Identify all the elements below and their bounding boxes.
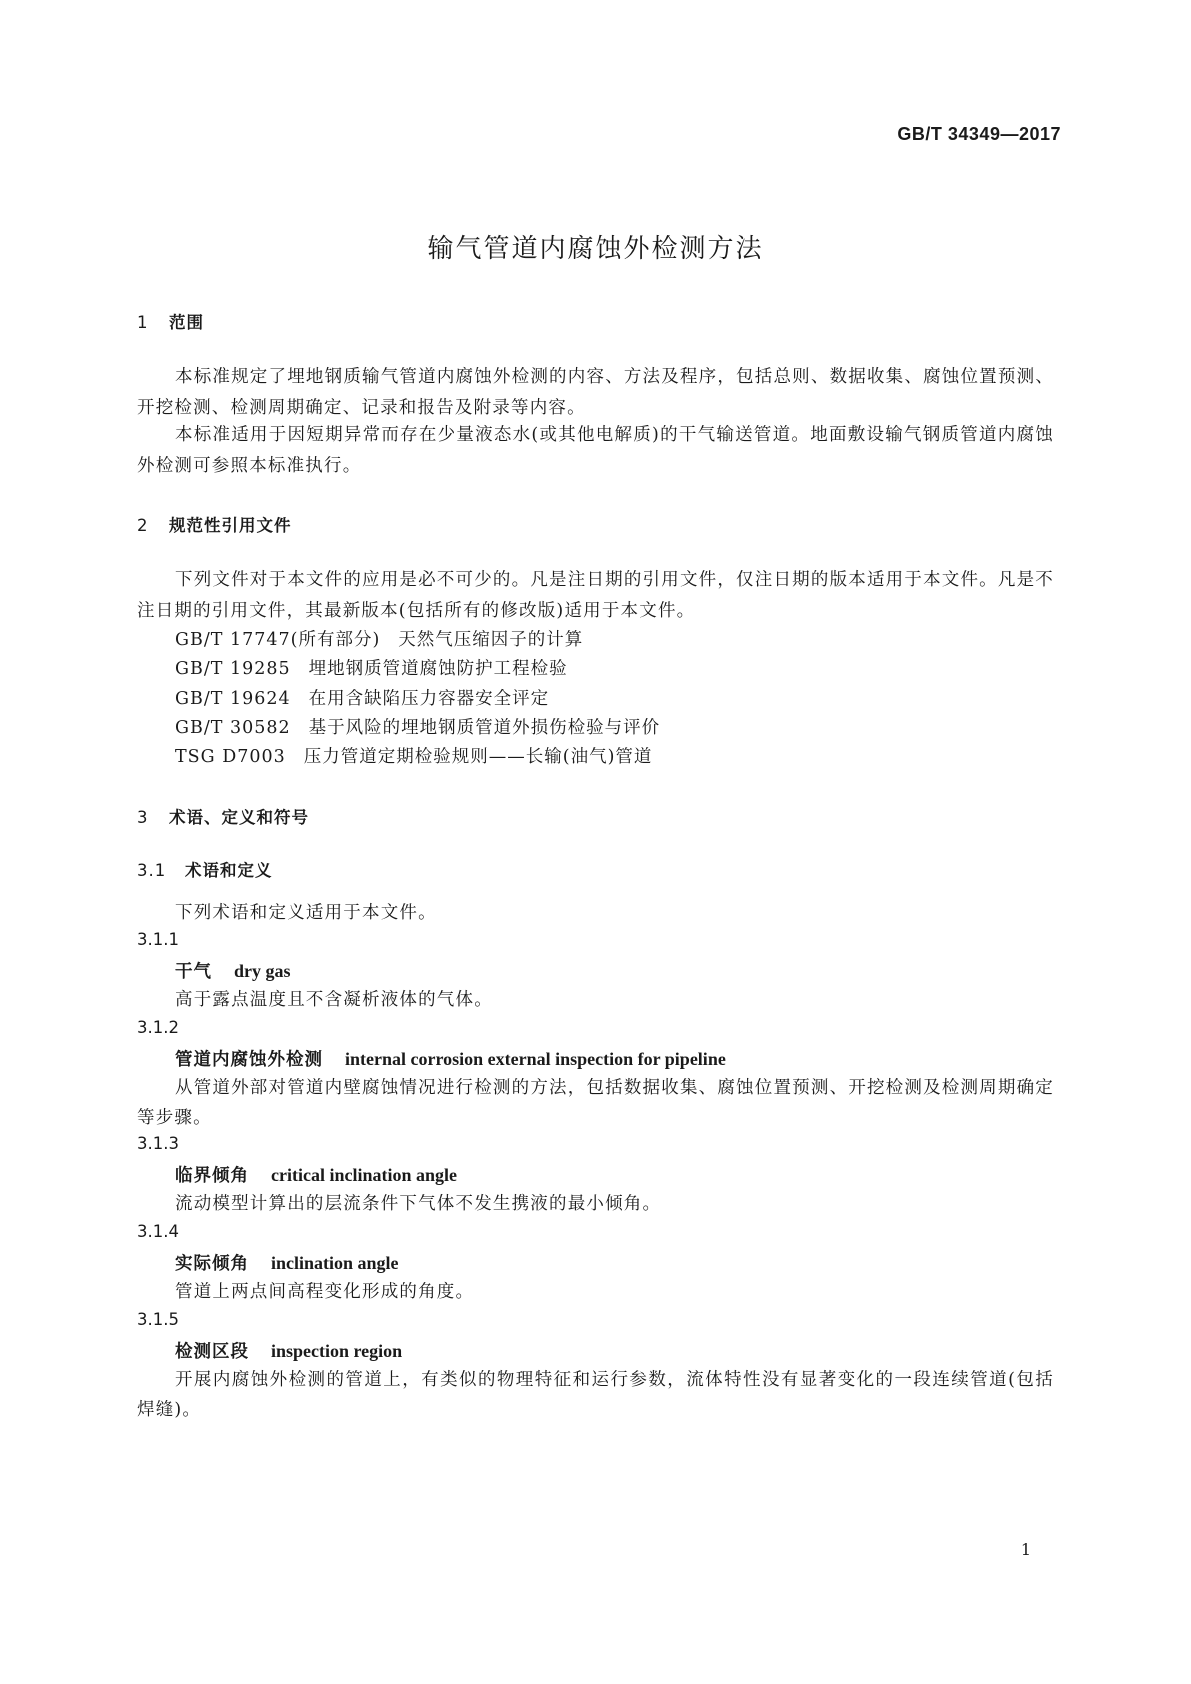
term-english: inspection region [271,1341,403,1361]
term-english: inclination angle [271,1253,399,1273]
term-heading [175,958,291,983]
term-chinese: 临界倾角 [175,1166,249,1186]
term-heading [175,1250,399,1275]
term-chinese: 干气 [175,962,212,982]
section-2-title: 规范性引用文件 [169,516,292,535]
reference-item [175,655,568,680]
reference-item [175,685,549,710]
section-1-paragraph-2: 本标准适用于因短期异常而存在少量液态水(或其他电解质)的干气输送管道。地面敷设输气钢质管道内腐蚀外检测可参照本标准执行。 [137,425,1054,476]
reference-title: 在用含缺陷压力容器安全评定 [308,689,550,709]
reference-code: GB/T 19285 [175,659,291,679]
term-heading [175,1338,402,1363]
term-english: critical inclination angle [271,1165,457,1185]
reference-code: GB/T 19624 [175,689,291,709]
term-definition: 开展内腐蚀外检测的管道上，有类似的物理特征和运行参数，流体特性没有显著变化的一段连续管道(包括焊缝)。 [137,1370,1054,1420]
standard-number: GB/T 34349—2017 [897,124,1061,144]
section-1-heading [137,309,204,333]
term-chinese: 实际倾角 [175,1254,249,1274]
section-3-number: 3 [137,808,149,827]
term-definition: 从管道外部对管道内壁腐蚀情况进行检测的方法，包括数据收集、腐蚀位置预测、开挖检测及检测周期确定等步骤。 [137,1078,1054,1128]
reference-title: 埋地钢质管道腐蚀防护工程检验 [308,659,568,679]
term-definition: 高于露点温度且不含凝析液体的气体。 [175,990,493,1010]
section-3-title: 术语、定义和符号 [169,808,309,827]
section-1-title: 范围 [169,313,204,332]
reference-item [175,714,660,739]
term-number: 3.1.5 [137,1310,179,1329]
section-2-intro: 下列文件对于本文件的应用是必不可少的。凡是注日期的引用文件，仅注日期的版本适用于本文件。凡是不注日期的引用文件，其最新版本(包括所有的修改版)适用于本文件。 [137,570,1054,621]
reference-title: 压力管道定期检验规则——长输(油气)管道 [303,747,653,767]
term-chinese: 检测区段 [175,1342,249,1362]
section-2-heading [137,512,292,536]
reference-title: 基于风险的埋地钢质管道外损伤检验与评价 [308,718,661,738]
section-2-number: 2 [137,516,149,535]
term-english: internal corrosion external inspection for pipeline [345,1049,726,1069]
term-english: dry gas [234,961,291,981]
term-definition: 管道上两点间高程变化形成的角度。 [175,1282,475,1302]
term-number: 3.1.3 [137,1134,179,1153]
document-title: 输气管道内腐蚀外检测方法 [427,234,764,264]
section-1-paragraph-1: 本标准规定了埋地钢质输气管道内腐蚀外检测的内容、方法及程序，包括总则、数据收集、腐蚀位置预测、开挖检测、检测周期确定、记录和报告及附录等内容。 [137,367,1054,418]
subsection-3-1-heading [137,857,273,881]
term-number: 3.1.2 [137,1018,179,1037]
reference-title: 天然气压缩因子的计算 [398,630,584,650]
term-number: 3.1.4 [137,1222,179,1241]
subsection-3-1-title: 术语和定义 [185,861,273,880]
term-definition: 流动模型计算出的层流条件下气体不发生携液的最小倾角。 [175,1194,662,1214]
reference-code: TSG D7003 [175,747,286,767]
reference-code: GB/T 30582 [175,718,291,738]
term-chinese: 管道内腐蚀外检测 [175,1050,323,1070]
term-number: 3.1.1 [137,930,179,949]
reference-code: GB/T 17747(所有部分) [175,630,381,650]
terms-intro: 下列术语和定义适用于本文件。 [175,903,437,923]
reference-item [175,743,652,768]
term-heading [175,1162,457,1187]
page-number: 1 [1020,1540,1031,1559]
subsection-3-1-number: 3.1 [137,861,167,880]
section-3-heading [137,804,309,828]
reference-item [175,626,583,651]
section-1-number: 1 [137,313,149,332]
term-heading [175,1046,726,1071]
